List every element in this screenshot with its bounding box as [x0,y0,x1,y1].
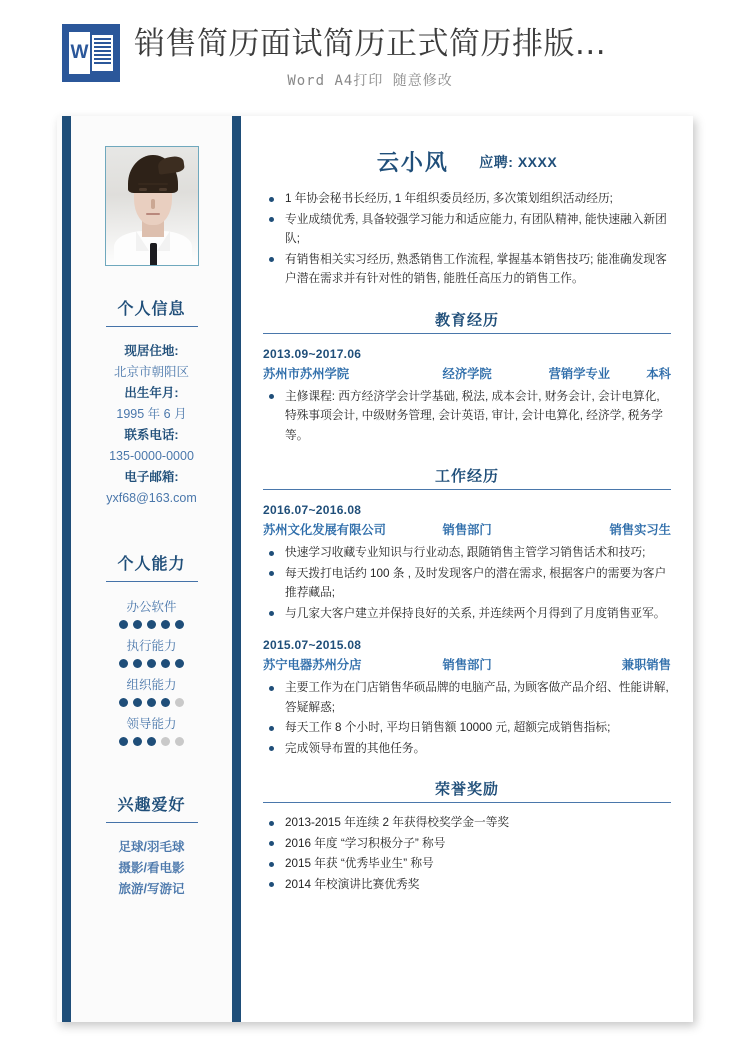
rating-dot [119,698,128,707]
ability-name: 组织能力 [126,678,177,692]
rating-dot [119,659,128,668]
rating-dot-empty [175,737,184,746]
section-honors [263,778,671,894]
section-title-honors: 荣誉奖励 [434,781,499,798]
info-value-address: 北京市朝阳区 [113,365,189,379]
section-work [263,465,671,758]
ability-name: 办公软件 [126,600,177,614]
work-company: 苏宁电器苏州分店 [263,658,362,672]
info-value-phone: 135-0000-0000 [109,449,194,463]
education-bullet: 主修课程: 西方经济学会计学基础, 税法, 成本会计, 财务会计, 会计电算化, 特殊事项会计, 中级财务管理, 会计英语, 审计, 会计电算化, 经济学, 税务学等。 [263,387,671,446]
word-icon-document [92,35,113,71]
education-date: 2013.09~2017.06 [263,346,362,361]
work-date: 2016.07~2016.08 [263,503,362,517]
rating-dot [161,659,170,668]
ability-item [79,598,224,629]
honor-bullet: 2016 年度 “学习积极分子” 称号 [263,834,671,854]
sidebar-heading-personal-info: 个人信息 [117,301,186,318]
word-icon [62,24,120,82]
sidebar-heading-hobbies: 兴趣爱好 [117,797,186,814]
section-title-work: 工作经历 [434,468,499,485]
education-bullets [263,387,671,446]
rating-dot-empty [161,737,170,746]
profile-photo [105,146,199,266]
work-role: 兼职销售 [621,658,671,672]
work-bullet: 快速学习收藏专业知识与行业动态, 跟随销售主管学习销售话术和技巧; [263,543,671,563]
work-role: 销售实习生 [609,523,671,537]
section-rule [263,333,671,334]
education-major: 营销学专业 [548,366,611,381]
ability-rating-dots [79,737,224,746]
rating-dot [133,698,142,707]
rating-dot-empty [175,698,184,707]
honor-bullet: 2015 年获 “优秀毕业生” 称号 [263,854,671,874]
photo-nose [151,199,155,209]
info-value-birth: 1995 年 6 月 [116,407,187,421]
personal-info-list [79,341,224,509]
summary-item: 专业成绩优秀, 具备较强学习能力和适应能力, 有团队精神, 能快速融入新团队; [263,210,671,249]
section-rule [263,489,671,490]
section-title-education: 教育经历 [434,311,499,329]
education-school: 苏州市苏州学院 [263,366,350,381]
info-label-email: 电子邮箱: [124,470,179,484]
summary-item: 1 年协会秘书长经历, 1 年组织委员经历, 多次策划组织活动经历; [263,189,671,209]
header-content [62,22,606,90]
rating-dot [133,659,142,668]
hobby-item: 摄影/看电影 [118,861,185,875]
work-bullet: 每天工作 8 个小时, 平均日销售额 10000 元, 超额完成销售指标; [263,718,671,738]
left-accent-bar [62,116,71,1022]
work-bullet: 主要工作为在门店销售华硕品牌的电脑产品, 为顾客做产品介绍、性能讲解, 答疑解惑; [263,678,671,717]
education-department: 经济学院 [442,366,492,381]
rating-dot [161,620,170,629]
photo-mouth [146,213,160,215]
work-department: 销售部门 [442,523,492,537]
education-org-row [263,364,671,385]
candidate-name: 云小风 [376,150,449,175]
sidebar [71,116,232,1022]
header-text-block [134,22,606,90]
info-value-email: yxf68@163.com [106,491,197,505]
column-divider-bar [232,116,241,1022]
photo-hair [128,155,178,193]
work-date: 2015.07~2015.08 [263,638,362,652]
rating-dot [147,620,156,629]
honor-bullet: 2013-2015 年连续 2 年获得校奖学金一等奖 [263,813,671,833]
hobby-item: 旅游/写游记 [118,882,185,896]
ability-item [79,637,224,668]
rating-dot [147,737,156,746]
section-education [263,309,671,446]
page-title: 销售简历面试简历正式简历排版... [134,26,607,62]
ability-rating-dots [79,698,224,707]
honor-bullet: 2014 年校演讲比赛优秀奖 [263,875,671,895]
summary-item: 有销售相关实习经历, 熟悉销售工作流程, 掌握基本销售技巧; 能准确发现客户潜在需求并有针对性的销售, 能胜任高压力的销售工作。 [263,250,671,289]
work-bullet: 每天拨打电话约 100 条 , 及时发现客户的潜在需求, 根据客户的需要为客户推荐藏品; [263,564,671,603]
rating-dot [133,737,142,746]
ability-rating-dots [79,620,224,629]
honors-bullets [263,813,671,894]
rating-dot [147,659,156,668]
ability-rating-dots [79,659,224,668]
work-company: 苏州文化发展有限公司 [263,523,386,537]
resume-page [57,116,693,1022]
applying-position: 应聘: XXXX [479,153,558,170]
name-row [263,146,671,177]
rating-dot [161,698,170,707]
rating-dot [147,698,156,707]
summary-list [263,189,671,289]
rating-dot [175,659,184,668]
hobbies-list [79,837,224,900]
education-entry [263,344,671,446]
photo-brow [138,183,168,185]
work-department: 销售部门 [442,658,492,672]
rating-dot [175,620,184,629]
work-org-row [263,655,671,676]
sidebar-heading-rule [106,326,198,327]
sidebar-heading-rule-abilities [106,581,198,582]
work-bullet: 完成领导布置的其他任务。 [263,739,671,759]
ability-name: 领导能力 [126,717,177,731]
work-entry [263,635,671,758]
work-org-row [263,520,671,541]
photo-tie [150,243,157,265]
page-subtitle: Word A4打印 随意修改 [287,73,453,89]
main-column [241,116,693,1022]
work-bullets [263,678,671,758]
section-rule [263,802,671,803]
work-entry [263,500,671,623]
info-label-address: 现居住地: [124,344,179,358]
photo-eye-right [159,188,167,191]
ability-item [79,676,224,707]
abilities-list [79,598,224,746]
rating-dot [133,620,142,629]
hobby-item: 足球/羽毛球 [118,840,185,854]
info-label-birth: 出生年月: [124,386,179,400]
photo-eye-left [139,188,147,191]
work-bullets [263,543,671,623]
ability-name: 执行能力 [126,639,177,653]
work-bullet: 与几家大客户建立并保持良好的关系, 并连续两个月得到了月度销售亚军。 [263,604,671,624]
word-icon-letter [69,32,90,74]
info-label-phone: 联系电话: [124,428,179,442]
education-degree: 本科 [646,366,671,381]
rating-dot [119,620,128,629]
rating-dot [119,737,128,746]
page-header [0,0,750,116]
sidebar-heading-abilities: 个人能力 [117,556,186,573]
ability-item [79,715,224,746]
sidebar-heading-rule-hobbies [106,822,198,823]
